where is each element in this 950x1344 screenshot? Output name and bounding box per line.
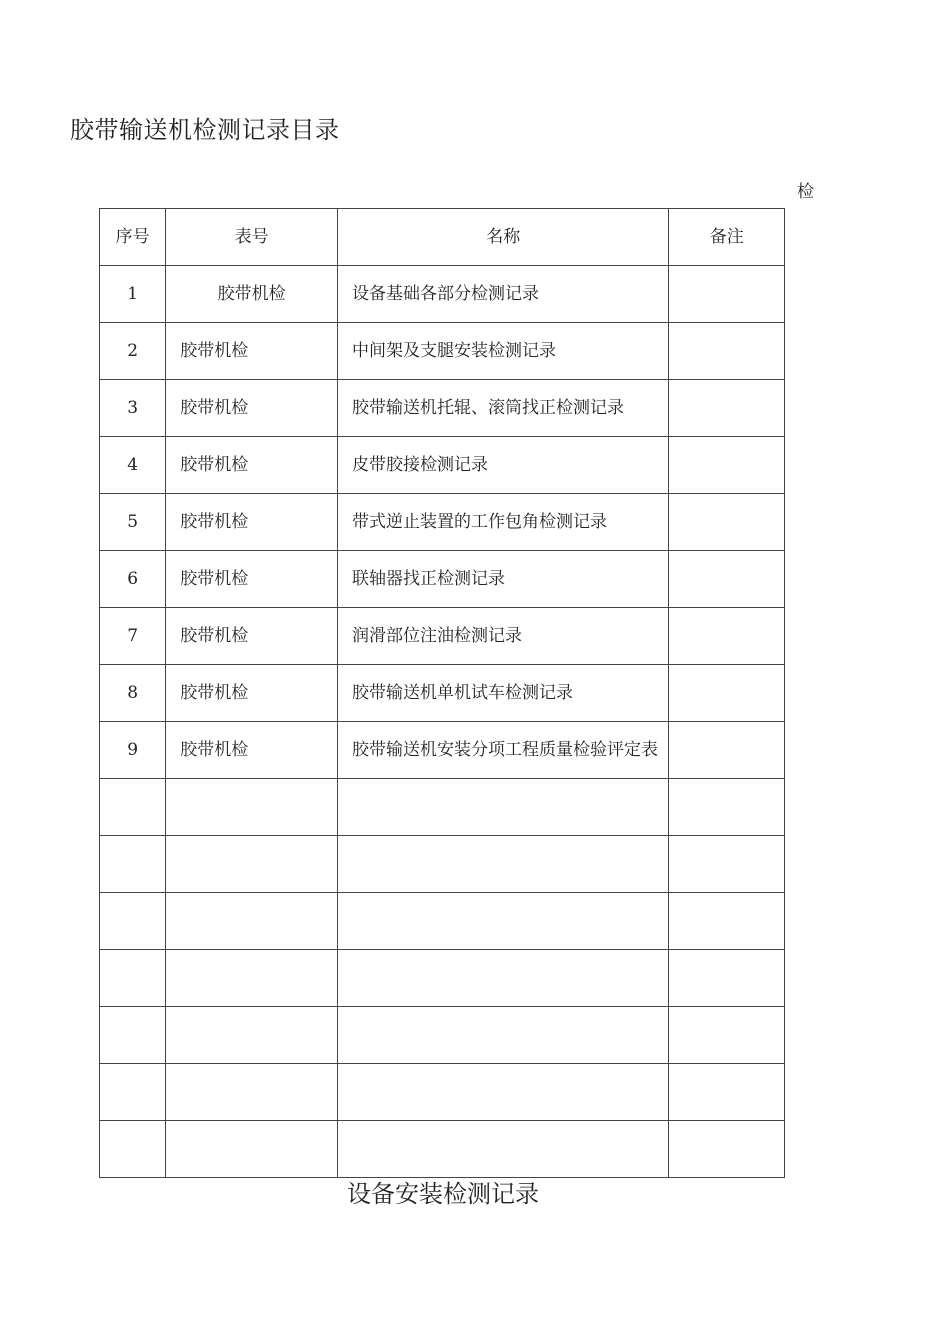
row-remark [669,665,785,722]
corner-text: 检 [797,182,814,202]
table-row [100,1121,785,1178]
row-remark [669,722,785,779]
catalog-table-body [100,209,785,1178]
row-remark [669,1121,785,1178]
row-no: 9 [100,722,166,779]
row-name: 带式逆止装置的工作包角检测记录 [338,494,669,551]
row-no: 5 [100,494,166,551]
row-remark [669,779,785,836]
row-code: 胶带机检 [166,665,338,722]
row-name: 中间架及支腿安装检测记录 [338,323,669,380]
table-row [100,323,785,380]
row-name: 润滑部位注油检测记录 [338,608,669,665]
header-no: 序号 [100,209,166,266]
row-name [338,1064,669,1121]
row-code: 胶带机检 [166,551,338,608]
table-row [100,1007,785,1064]
row-remark [669,380,785,437]
row-remark [669,1064,785,1121]
row-remark [669,494,785,551]
row-no: 8 [100,665,166,722]
row-name [338,779,669,836]
row-remark [669,551,785,608]
row-name [338,1007,669,1064]
row-code: 胶带机检 [166,608,338,665]
row-name: 联轴器找正检测记录 [338,551,669,608]
document-title: 胶带输送机检测记录目录 [70,116,340,144]
table-row [100,779,785,836]
row-no [100,950,166,1007]
row-name: 设备基础各部分检测记录 [338,266,669,323]
table-row [100,494,785,551]
table-row [100,380,785,437]
table-row [100,722,785,779]
row-no: 3 [100,380,166,437]
table-row [100,665,785,722]
row-code [166,1121,338,1178]
row-name: 皮带胶接检测记录 [338,437,669,494]
table-header-row [100,209,785,266]
row-name [338,893,669,950]
row-name [338,1121,669,1178]
row-code [166,893,338,950]
row-code [166,950,338,1007]
table-row [100,437,785,494]
row-no [100,779,166,836]
table-row [100,551,785,608]
row-code [166,1064,338,1121]
row-no [100,1064,166,1121]
table-row [100,893,785,950]
table-row [100,836,785,893]
row-no: 6 [100,551,166,608]
row-no: 7 [100,608,166,665]
row-no [100,893,166,950]
row-code: 胶带机检 [166,380,338,437]
row-name: 胶带输送机安装分项工程质量检验评定表 [338,722,669,779]
row-remark [669,323,785,380]
row-remark [669,836,785,893]
row-code: 胶带机检 [166,437,338,494]
header-name: 名称 [338,209,669,266]
row-no: 4 [100,437,166,494]
table-row [100,1064,785,1121]
row-no: 2 [100,323,166,380]
table-row [100,950,785,1007]
footer-title: 设备安装检测记录 [347,1180,539,1208]
row-code: 胶带机检 [166,722,338,779]
row-remark [669,893,785,950]
header-remark: 备注 [669,209,785,266]
row-no [100,836,166,893]
row-no [100,1121,166,1178]
row-no [100,1007,166,1064]
row-remark [669,608,785,665]
row-code: 胶带机检 [166,323,338,380]
header-code: 表号 [166,209,338,266]
row-code [166,1007,338,1064]
row-no: 1 [100,266,166,323]
row-remark [669,1007,785,1064]
row-remark [669,437,785,494]
row-code [166,836,338,893]
row-remark [669,950,785,1007]
row-name [338,836,669,893]
catalog-table [99,208,785,1178]
row-remark [669,266,785,323]
row-code: 胶带机检 [166,494,338,551]
row-name [338,950,669,1007]
table-row [100,266,785,323]
row-name: 胶带输送机托辊、滚筒找正检测记录 [338,380,669,437]
table-row [100,608,785,665]
row-code: 胶带机检 [166,266,338,323]
row-code [166,779,338,836]
row-name: 胶带输送机单机试车检测记录 [338,665,669,722]
